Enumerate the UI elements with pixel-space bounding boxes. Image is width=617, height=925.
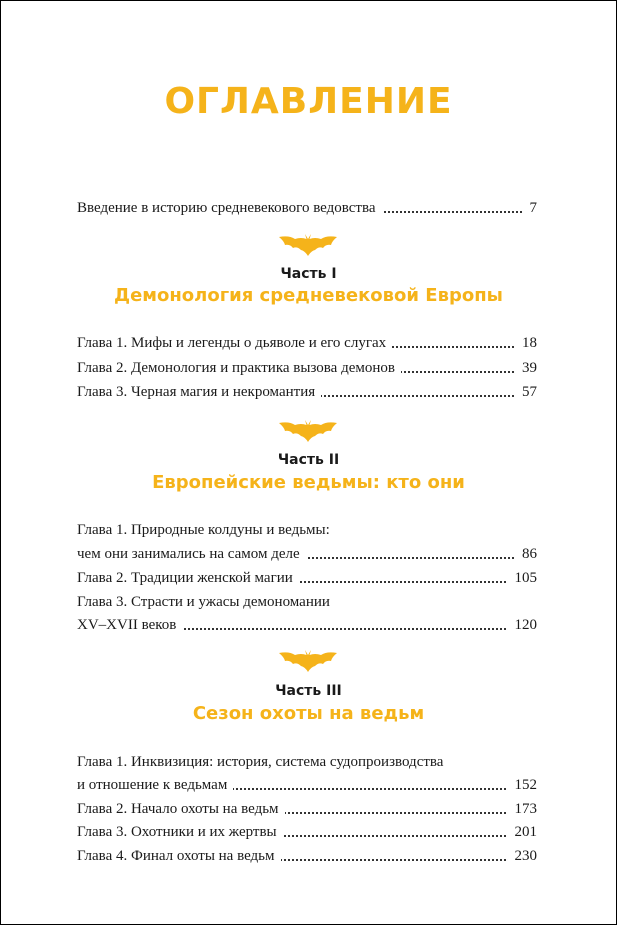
toc-entry-label: Глава 2. Традиции женской магии <box>77 567 299 589</box>
toc-entry-page: 152 <box>507 774 538 796</box>
toc-entry-page: 39 <box>514 357 537 379</box>
toc-entry-first-line: Глава 3. Страсти и ужасы демономании <box>77 594 330 610</box>
toc-entry[interactable] <box>77 821 537 843</box>
part-label: Часть I <box>280 266 337 282</box>
toc-entry-page: 173 <box>507 798 538 820</box>
toc-entry-label: XV–XVII веков <box>77 614 182 636</box>
toc-entry-page: 57 <box>514 381 537 403</box>
toc-entry-label: Глава 3. Черная магия и некромантия <box>77 381 321 403</box>
toc-entry-label: Глава 4. Финал охоты на ведьм <box>77 845 281 867</box>
toc-entry[interactable] <box>77 774 537 796</box>
toc-entry-page: 7 <box>522 197 538 219</box>
page-title: ОГЛАВЛЕНИЕ <box>164 81 453 122</box>
part-title: Сезон охоты на ведьм <box>192 703 425 724</box>
part-title: Европейские ведьмы: кто они <box>152 472 465 493</box>
toc-entry[interactable] <box>77 543 537 565</box>
toc-entry-label: и отношение к ведьмам <box>77 774 233 796</box>
part-title: Демонология средневековой Европы <box>114 285 503 306</box>
toc-entry-first-line: Глава 1. Природные колдуны и ведьмы: <box>77 522 330 538</box>
toc-entry-page: 230 <box>507 845 538 867</box>
toc-entry[interactable] <box>77 357 537 379</box>
toc-entry[interactable] <box>77 798 537 820</box>
part-label: Часть III <box>275 683 342 699</box>
toc-entry-label: чем они занимались на самом деле <box>77 543 306 565</box>
part-label: Часть II <box>277 452 340 468</box>
bat-icon <box>277 233 339 257</box>
toc-entry[interactable] <box>77 845 537 867</box>
toc-entry-page: 120 <box>507 614 538 636</box>
toc-entry-first-line: Глава 1. Инквизиция: история, система судопроизводства <box>77 754 444 770</box>
toc-entry-label: Глава 1. Мифы и легенды о дьяволе и его слугах <box>77 332 392 354</box>
toc-entry[interactable] <box>77 381 537 403</box>
toc-entry-page: 201 <box>507 821 538 843</box>
toc-entry[interactable] <box>77 332 537 354</box>
toc-entry-label: Введение в историю средневекового ведовства <box>77 197 382 219</box>
toc-entry-page: 86 <box>514 543 537 565</box>
toc-entry[interactable] <box>77 614 537 636</box>
toc-entry-label: Глава 3. Охотники и их жертвы <box>77 821 283 843</box>
toc-entry-page: 18 <box>514 332 537 354</box>
toc-entry-page: 105 <box>507 567 538 589</box>
bat-icon <box>277 649 339 673</box>
toc-entry-label: Глава 2. Демонология и практика вызова демонов <box>77 357 401 379</box>
toc-entry-label: Глава 2. Начало охоты на ведьм <box>77 798 285 820</box>
bat-icon <box>277 419 339 443</box>
toc-entry[interactable] <box>77 567 537 589</box>
toc-entry-intro[interactable] <box>77 197 537 219</box>
